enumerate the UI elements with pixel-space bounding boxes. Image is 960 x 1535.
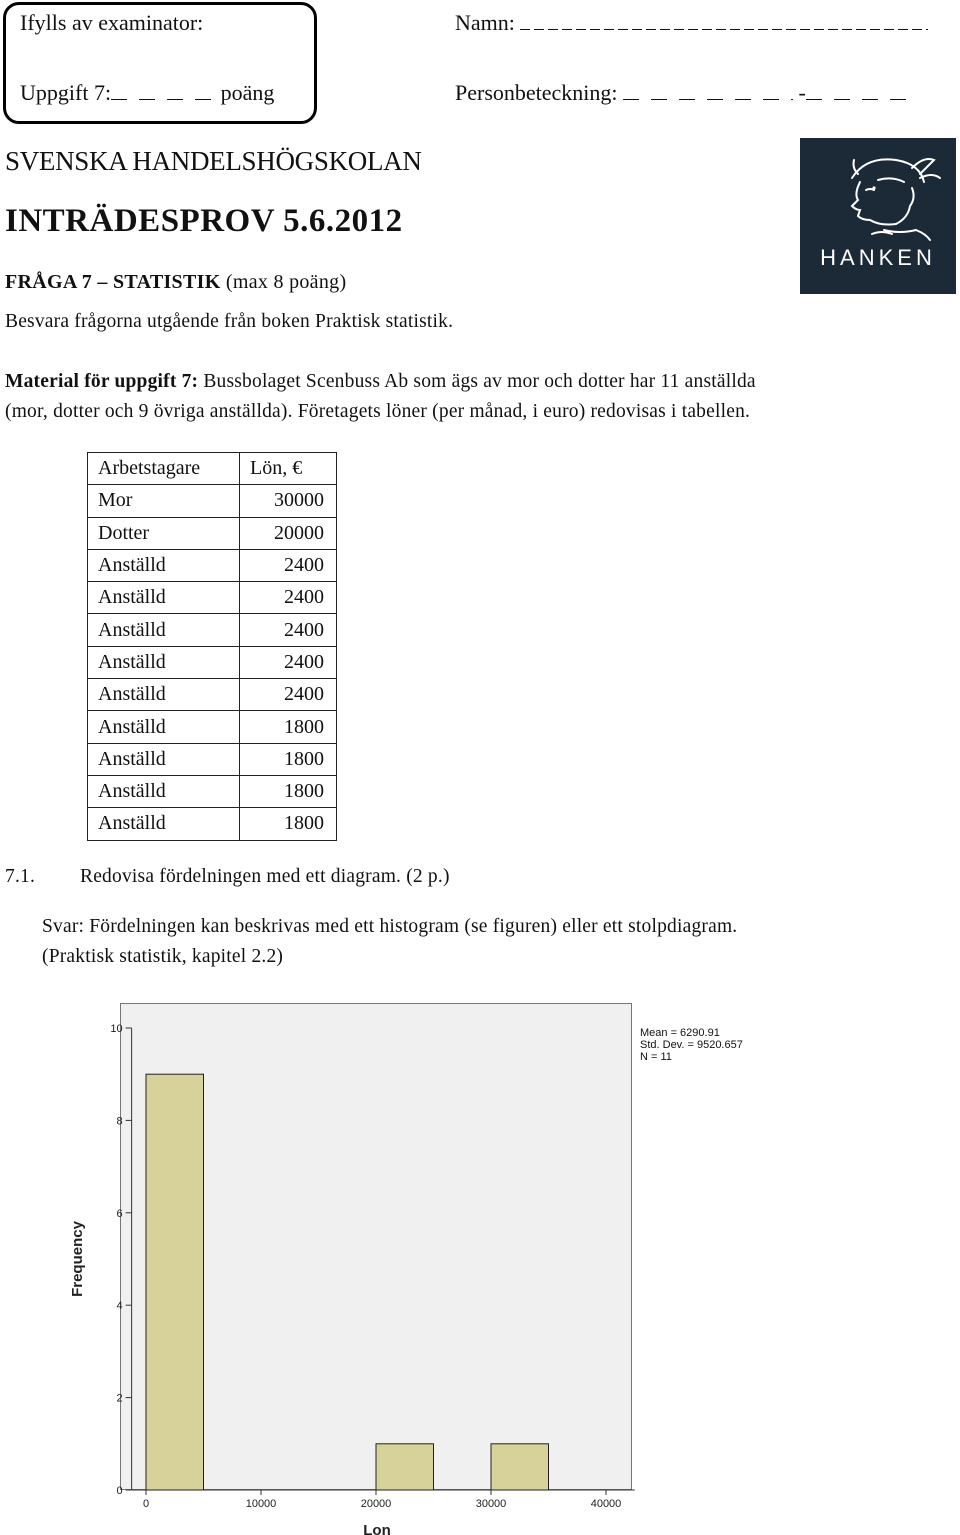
salary-cell: 1800 xyxy=(240,808,337,840)
table-row xyxy=(88,808,337,840)
name-label: Namn: xyxy=(455,10,515,35)
personal-id-blank-1[interactable] xyxy=(623,82,793,100)
hermes-head-icon xyxy=(800,138,956,243)
salary-cell: 30000 xyxy=(240,485,337,517)
question-heading-bold: FRÅGA 7 – STATISTIK xyxy=(5,271,221,293)
y-tick-label: 2 xyxy=(116,1392,123,1405)
name-blank[interactable] xyxy=(520,12,928,30)
material-line-1 xyxy=(5,371,756,393)
employee-cell: Anställd xyxy=(88,711,240,743)
subtask-text: Redovisa fördelningen med ett diagram. (2 p.) xyxy=(80,866,450,887)
histogram-bar xyxy=(146,1074,204,1490)
employee-cell: Dotter xyxy=(88,517,240,549)
y-tick-label: 6 xyxy=(116,1207,123,1220)
task-points-blank[interactable] xyxy=(111,82,215,100)
table-row xyxy=(88,679,337,711)
salary-cell: 1800 xyxy=(240,711,337,743)
salary-table xyxy=(87,452,337,841)
salary-cell: 2400 xyxy=(240,582,337,614)
personal-id-separator: - xyxy=(798,80,806,105)
hanken-logo xyxy=(800,138,956,294)
x-axis-title: Lon xyxy=(363,1522,391,1535)
table-row xyxy=(88,711,337,743)
points-label: poäng xyxy=(220,80,275,105)
employee-cell: Anställd xyxy=(88,646,240,678)
material-label: Material för uppgift 7: xyxy=(5,371,199,392)
histogram-bar xyxy=(376,1444,434,1490)
header-employee: Arbetstagare xyxy=(88,453,240,485)
stats-line: N = 11 xyxy=(640,1051,672,1063)
table-row xyxy=(88,517,337,549)
table-row xyxy=(88,775,337,807)
personal-id-label: Personbeteckning: xyxy=(455,80,618,105)
y-tick-label: 8 xyxy=(116,1115,123,1128)
exam-title: INTRÄDESPROV 5.6.2012 xyxy=(5,203,403,239)
table-row xyxy=(88,743,337,775)
stats-line: Std. Dev. = 9520.657 xyxy=(640,1039,743,1051)
employee-cell: Mor xyxy=(88,485,240,517)
table-row xyxy=(88,485,337,517)
employee-cell: Anställd xyxy=(88,549,240,581)
y-tick-label: 0 xyxy=(116,1485,123,1497)
salary-table-body xyxy=(88,453,337,841)
employee-cell: Anställd xyxy=(88,679,240,711)
personal-id-line xyxy=(455,80,912,106)
material-text-1: Bussbolaget Scenbuss Ab som ägs av mor och dotter har 11 anställda xyxy=(198,371,756,392)
instruction-text: Besvara frågorna utgående från boken Praktisk statistik. xyxy=(5,311,454,332)
question-heading-rest: (max 8 poäng) xyxy=(225,271,347,293)
examiner-label: Ifylls av examinator: xyxy=(20,10,204,35)
name-line xyxy=(455,10,928,36)
histogram-bar xyxy=(491,1444,549,1490)
salary-cell: 1800 xyxy=(240,775,337,807)
material-line-2: (mor, dotter och 9 övriga anställda). Företagets löner (per månad, i euro) redovisas i tabellen. xyxy=(5,401,751,422)
salary-cell: 2400 xyxy=(240,549,337,581)
employee-cell: Anställd xyxy=(88,743,240,775)
x-tick-label: 20000 xyxy=(360,1498,392,1510)
table-row xyxy=(88,614,337,646)
y-tick-label: 10 xyxy=(110,1023,123,1035)
employee-cell: Anställd xyxy=(88,775,240,807)
employee-cell: Anställd xyxy=(88,808,240,840)
subtask-number: 7.1. xyxy=(5,866,36,887)
salary-cell: 2400 xyxy=(240,646,337,678)
table-row xyxy=(88,549,337,581)
answer-line-1: Svar: Fördelningen kan beskrivas med ett histogram (se figuren) eller ett stolpdiagram. xyxy=(42,916,738,937)
personal-id-blank-2[interactable] xyxy=(806,82,912,100)
table-row xyxy=(88,646,337,678)
x-tick-label: 40000 xyxy=(590,1498,622,1510)
salary-cell: 2400 xyxy=(240,679,337,711)
header-salary: Lön, € xyxy=(240,453,337,485)
stats-line: Mean = 6290.91 xyxy=(640,1027,720,1039)
salary-cell: 1800 xyxy=(240,743,337,775)
answer-line-2: (Praktisk statistik, kapitel 2.2) xyxy=(42,946,284,967)
employee-cell: Anställd xyxy=(88,582,240,614)
task-points-line xyxy=(20,80,274,106)
employee-cell: Anställd xyxy=(88,614,240,646)
school-name: SVENSKA HANDELSHÖGSKOLAN xyxy=(5,146,422,176)
task-label: Uppgift 7: xyxy=(20,80,112,105)
question-heading xyxy=(5,271,346,294)
histogram-chart xyxy=(0,990,960,1535)
y-axis-title: Frequency xyxy=(69,1221,86,1297)
table-row xyxy=(88,582,337,614)
logo-text: HANKEN xyxy=(820,245,936,270)
y-tick-label: 4 xyxy=(116,1300,123,1313)
salary-cell: 20000 xyxy=(240,517,337,549)
x-tick-label: 10000 xyxy=(245,1498,277,1510)
x-tick-label: 0 xyxy=(142,1498,150,1510)
table-header-row xyxy=(88,453,337,485)
salary-cell: 2400 xyxy=(240,614,337,646)
x-tick-label: 30000 xyxy=(475,1498,507,1510)
